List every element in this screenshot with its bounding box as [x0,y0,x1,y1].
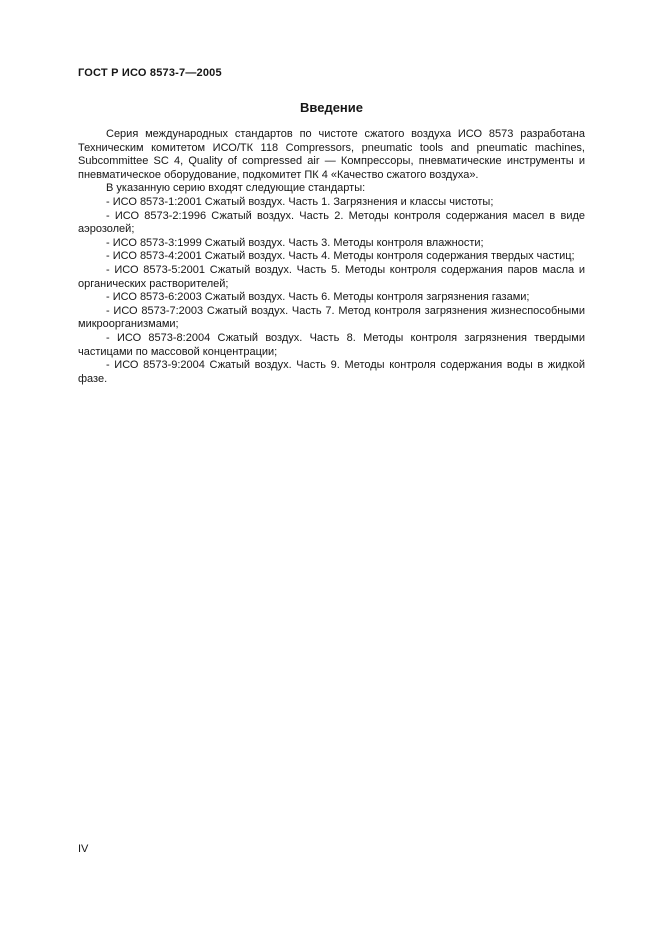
standard-list-item: - ИСО 8573-6:2003 Сжатый воздух. Часть 6. Методы контроля загрязнения газами; [106,291,530,304]
standard-list-item: - ИСО 8573-8:2004 Сжатый воздух. Часть 8. Методы контроля загрязнения твердыми частицами по массовой концентрации; [78,331,585,358]
document-body [78,128,585,386]
page-number: IV [78,843,89,855]
section-title: Введение [300,100,363,115]
standard-designation: ГОСТ Р ИСО 8573-7—2005 [78,67,222,79]
standard-list-item: - ИСО 8573-4:2001 Сжатый воздух. Часть 4. Методы контроля содержания твердых частиц; [106,250,575,263]
standard-list-item: - ИСО 8573-2:1996 Сжатый воздух. Часть 2. Методы контроля содержания масел в виде аэрозолей; [78,209,585,236]
standard-list-item: - ИСО 8573-5:2001 Сжатый воздух. Часть 5. Методы контроля содержания паров масла и органических растворителей; [78,263,585,290]
standard-list-item: - ИСО 8573-1:2001 Сжатый воздух. Часть 1. Загрязнения и классы чистоты; [106,195,494,208]
standard-list-item: - ИСО 8573-9:2004 Сжатый воздух. Часть 9. Методы контроля содержания воды в жидкой фазе. [78,359,585,385]
standard-list-item: - ИСО 8573-3:1999 Сжатый воздух. Часть 3. Методы контроля влажности; [106,236,484,249]
series-lead-in: В указанную серию входят следующие стандарты: [106,182,366,195]
standard-list-item: - ИСО 8573-7:2003 Сжатый воздух. Часть 7. Метод контроля загрязнения жизнеспособными микроорганизмами; [78,304,585,331]
intro-paragraph: Серия международных стандартов по чистоте сжатого воздуха ИСО 8573 разработана Техническим комитетом ИСО/ТК 118 Compressors, pneumatic tools and pneumatic machines, Subcommittee SC 4, Quality of compressed air — Компрессоры, пневматические инструменты и пневматическое оборудование, подкомитет ПК 4 «Качество сжатого воздуха». [78,128,585,181]
